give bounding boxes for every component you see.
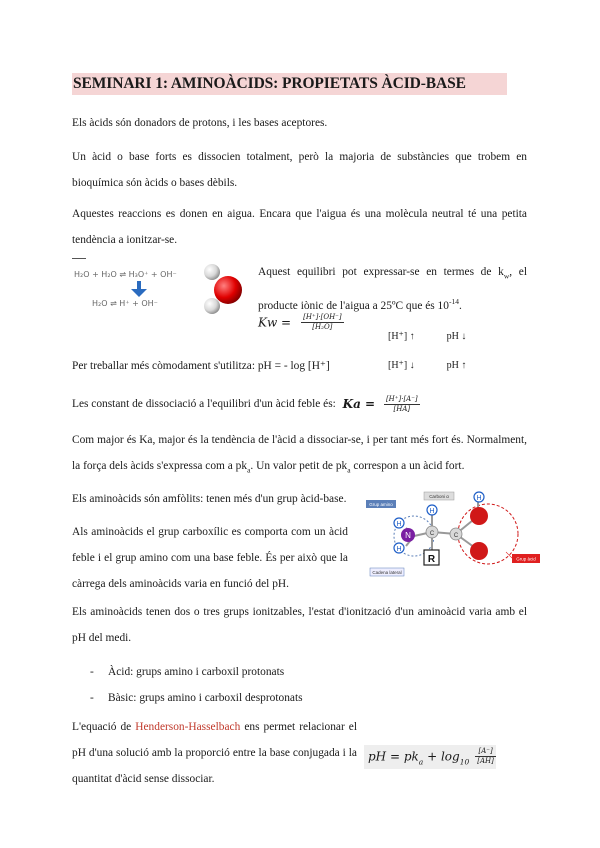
hydrogen-label-4: H [476,495,482,502]
water-molecule-image [198,262,248,318]
arrow-down-icon [74,279,204,299]
water-reactions [74,270,204,308]
short-rule [72,258,86,259]
side-chain-label: Cadena lateral [372,570,402,575]
page-title: SEMINARI 1: AMINOÀCIDS: PROPIETATS ÀCID-BASE [72,73,507,95]
list-item: - Àcid: grups amino i carboxil protonats [90,666,285,678]
paragraph-ka-pka: Com major és Ka, major és la tendència de l'àcid a dissociar-se, i per tant més fort és. Normalment, la força dels àcids s'expressa com a $pk_a$. Un valor petit de $pk_a$ correspon a un àcid fort. [72,434,527,475]
trend-row-2: [H⁺] ↓ pH ↑ [388,360,467,371]
reaction-1: H₂O + H₂O ⇌ H₃O⁺ + OH⁻ [74,270,177,279]
list-item: - Bàsic: grups amino i carboxil desprotonats [90,692,303,704]
r-group-label: R [427,554,436,565]
oxygen-atom-1 [470,507,488,525]
reaction-2: H₂O ⇌ H⁺ + OH⁻ [92,299,158,308]
ka-paragraph: Les constant de dissociació a l'equilibri d'un àcid feble és: Ka = $\frac{[H^+]\cdot[A^-]}{[HA]}$ [72,394,418,413]
oxygen-atom-2 [470,542,488,560]
ph-definition: Per treballar més còmodament s'utilitza: pH = - log [H⁺] [72,360,330,372]
nitrogen-label: N [405,531,411,540]
paragraph-ionizable-groups: Els aminoàcids tenen dos o tres grups ionitzables, l'estat d'ionització d'un aminoàcid varia amb el pH del medi. [72,606,527,644]
henderson-equation: pH = $pk_a + \log_{10}$ $\frac{[A^-]}{[AH]}$ [364,745,496,769]
carbon-alpha-label: C [429,531,435,537]
paragraph-amphoteric: Els aminoàcids són amfòlits: tenen més d'un grup àcid-base. [72,493,347,505]
hydrogen-label-2: H [396,546,402,553]
trend-row-1: [H⁺] ↑ pH ↓ [388,331,467,342]
henderson-hasselbach-link[interactable]: Henderson-Hasselbach [135,721,241,733]
ionization-list [90,659,490,711]
kw-paragraph: Aquest equilibri pot expressar-se en termes de $k_w$, el producte iònic de l'aigua a 25ºC que és $10^{-14}$. [258,266,527,313]
carbon-carboxyl-label: C [453,533,459,539]
paragraph-acids-bases: Els àcids són donadors de protons, i les bases aceptores. [72,117,328,129]
carbon-alpha-tag: Carboni α [429,494,449,499]
paragraph-henderson: L'equació de Henderson-Hasselbach ens permet relacionar el pH d'una solució amb la proporció entre la base conjugada i la quantitat d'àcid sense dissociar. [72,714,527,792]
kw-equation: Kw = $\frac{[H^+]\cdot[OH^-]}{\text{[H₂O]}}$ [258,313,342,331]
amino-group-label: Grup amino [369,502,393,507]
paragraph-strong-weak: Un àcid o base forts es dissocien totalment, però la majoria de substàncies que trobem en bioquímica són àcids o bases dèbils. [72,151,527,189]
hydrogen-label-3: H [429,508,435,515]
paragraph-amino-carboxyl: Als aminoàcids el grup carboxílic es comporta com un àcid feble i el grup amino com una base feble. És per això que la càrrega dels aminoàcids varia en funció del pH. [72,526,348,590]
hydrogen-label-1: H [396,521,402,528]
amino-acid-diagram [366,488,544,580]
paragraph-water-ionization: Aquestes reaccions es donen en aigua. Encara que l'aigua és una molècula neutral té una petita tendència a ionitzar-se. [72,208,527,246]
carboxyl-group-label: Grup àcid [516,556,536,562]
